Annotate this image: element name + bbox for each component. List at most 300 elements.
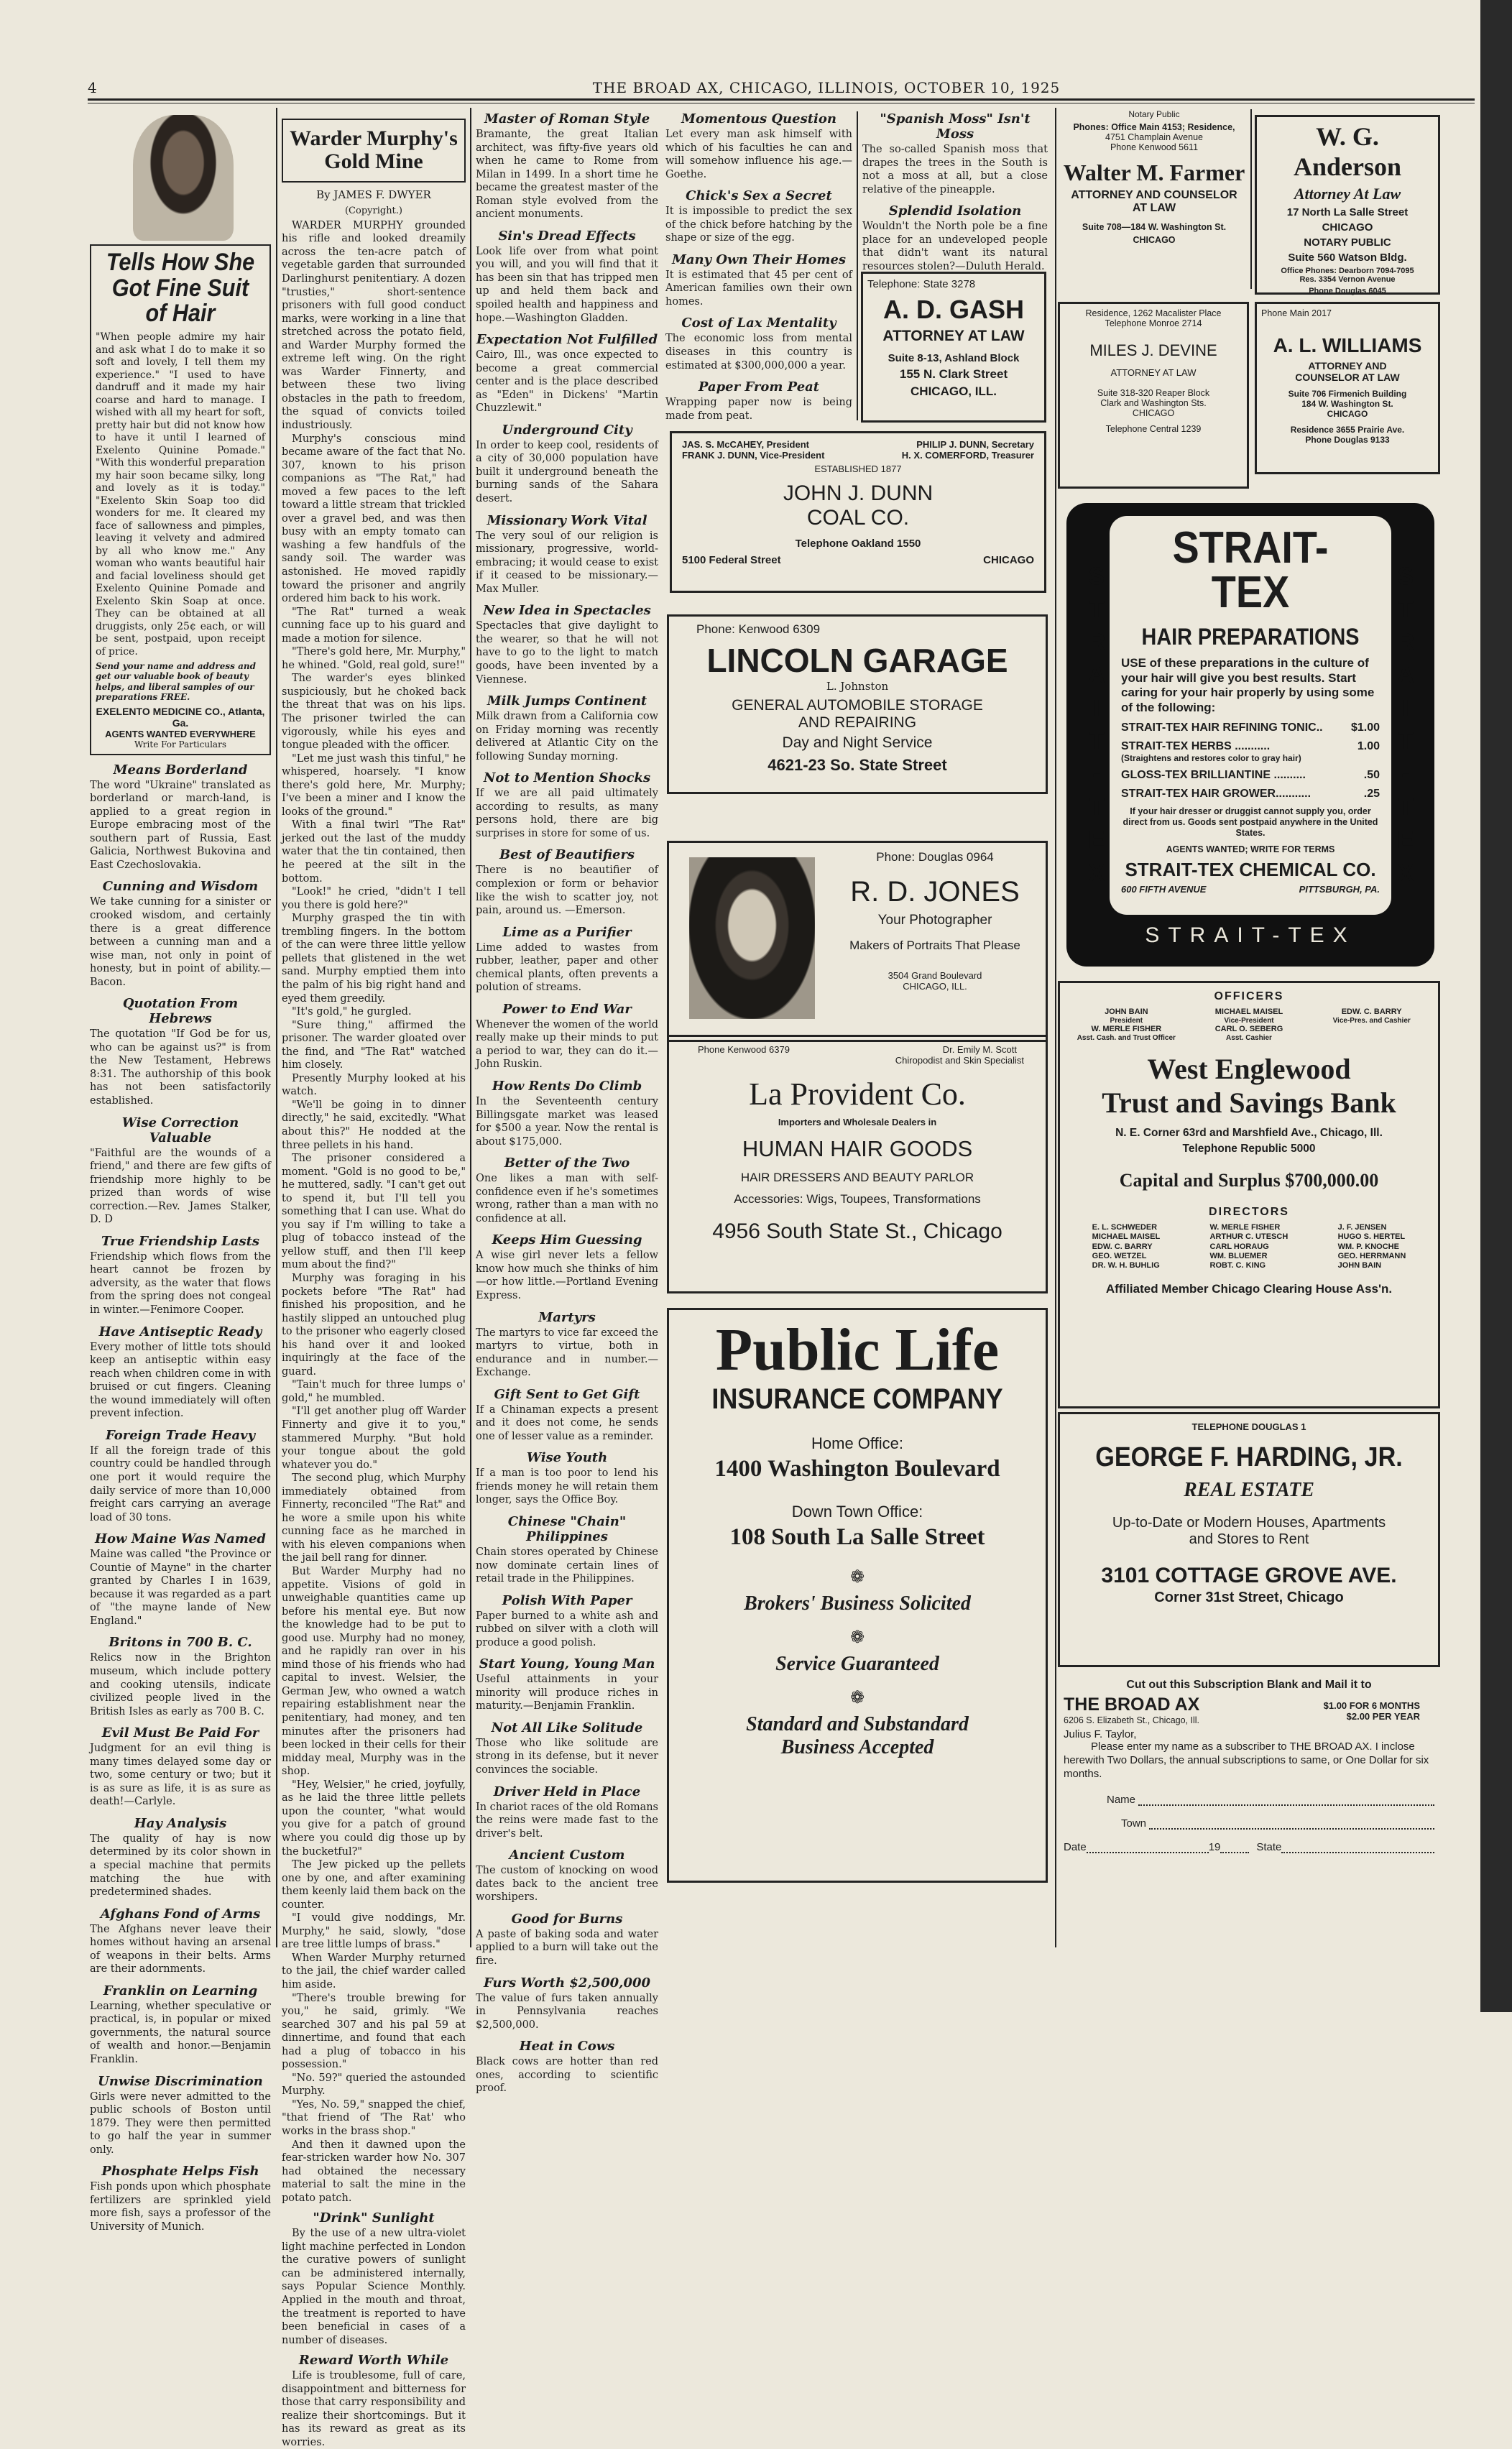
article-body: Chain stores operated by Chinese now dominate certain lines of retail trade in the Philippines. — [476, 1546, 658, 1585]
side-letter: T — [1398, 727, 1414, 755]
bank-officer — [1190, 1007, 1309, 1025]
subscription-date-line[interactable] — [1087, 1842, 1209, 1853]
article-title: Chinese "Chain" Philippines — [507, 1514, 627, 1545]
article-title: Franklin on Learning — [103, 1983, 258, 1998]
article-body: There is no beautifier of complexion or form or behavior like the wish to scatter joy, not pain, around us. —Emerson. — [476, 864, 658, 917]
sub-title: "Drink" Sunlight — [313, 2210, 435, 2226]
man-portrait — [689, 857, 815, 1019]
publiclife-name: Public Life — [715, 1316, 1000, 1383]
subscription-name-label: Name — [1107, 1794, 1136, 1807]
director-name: JOHN BAIN — [1337, 1261, 1382, 1270]
article-body: Fish ponds upon which phosphate fertilizers are sprinkled yield more fish, says a professor of the University of Munich. — [90, 2181, 271, 2233]
side-letter: S — [1397, 563, 1414, 590]
anderson-name: W. G. Anderson — [1293, 122, 1402, 181]
serial-paragraph: "Sure thing," affirmed the prisoner. The warder gloated over the find, and "The Rat" watched him closely. — [282, 1019, 466, 1071]
dunn-phone: Telephone Oakland 1550 — [795, 538, 921, 550]
article — [476, 1656, 658, 1713]
director-name: ARTHUR C. UTESCH — [1209, 1232, 1289, 1242]
public-life-ad — [667, 1308, 1048, 1883]
strait-tex-agents: AGENTS WANTED; WRITE FOR TERMS — [1166, 844, 1335, 854]
williams-title2: COUNSELOR AT LAW — [1295, 372, 1400, 383]
anderson-office: Office Phones: Dearborn 7094-7095 — [1281, 267, 1414, 275]
strait-tex-intro: USE of these preparations in the culture of your hair will give you best results. Start caring for your hair properly by using some of the following: — [1121, 656, 1375, 715]
article — [476, 1387, 658, 1444]
exelento-note: Send your name and address and get our valuable book of beauty helps, and liberal samples of our preparations FREE. — [96, 661, 256, 703]
article-body: If a man is too poor to lend his friends money he will retain them longer, says the Office Boy. — [476, 1467, 658, 1506]
article — [476, 693, 658, 763]
article — [476, 770, 658, 840]
subscription-state-label: State — [1256, 1841, 1282, 1854]
article — [476, 1310, 658, 1380]
subscription-town-line[interactable] — [1149, 1818, 1434, 1830]
side-letter: T — [1398, 595, 1414, 623]
bank-directors-label: DIRECTORS — [1209, 1206, 1289, 1219]
dunn-president: JAS. S. McCAHEY, President — [682, 439, 809, 450]
dunn-address: 5100 Federal Street — [682, 554, 781, 566]
provident-goods: HUMAN HAIR GOODS — [742, 1136, 973, 1161]
article-body: Girls were never admitted to the public schools of Boston until 1879. They were then permitted to go half the year in summer only. — [90, 2090, 271, 2156]
herbs-note: (Straightens and restores color to gray hair) — [1121, 752, 1301, 763]
officer-title: Asst. Cashier — [1226, 1033, 1272, 1042]
anderson-phone: Phone Douglas 6045 — [1309, 287, 1386, 295]
devine-ad — [1058, 302, 1249, 489]
article-body: The martyrs to vice far exceed the martyrs to virtue, both in endurance and in number.—Exchange. — [476, 1327, 658, 1379]
bank-address: N. E. Corner 63rd and Marshfield Ave., Chicago, Ill. — [1115, 1127, 1383, 1140]
serial-paragraph: "Yes, No. 59," snapped the chief, "that friend of 'The Rat' who works in the brass shop." — [282, 2098, 466, 2137]
article — [90, 879, 271, 989]
director-name: J. F. JENSEN — [1337, 1223, 1387, 1232]
article-title: How Rents Do Climb — [492, 1078, 642, 1094]
article — [476, 332, 658, 415]
bank-officer — [1067, 1007, 1186, 1025]
serial-paragraph: The warder's eyes blinked suspiciously, but he choked back the threat that was on his lips. The prisoner twirled the can vigorously, while his eyes and tongue pleaded with the officer. — [282, 673, 466, 752]
article-body: Let every man ask himself with which of his faculties he can and will somehow influence his age.—Goethe. — [665, 129, 852, 180]
devine-central: Telephone Central 1239 — [1105, 424, 1202, 434]
anderson-ad — [1255, 115, 1440, 295]
bank-officer — [1312, 1007, 1431, 1025]
article-body: We take cunning for a sinister or crooked wisdom, and certainly there is a great difference between a cunning man and a wise man, not only in point of honesty, but in point of ability.—Bacon. — [90, 896, 271, 988]
article-body: The Afghans never leave their homes without having an arsenal of weapons in their belts. Arms are their adornments. — [90, 1923, 271, 1975]
gash-title: ATTORNEY AT LAW — [882, 328, 1025, 344]
officer-name: W. MERLE FISHER — [1091, 1025, 1162, 1034]
article-title: Quotation From Hebrews — [122, 996, 239, 1027]
side-letter: A — [1087, 661, 1106, 689]
article-body: The very soul of our religion is missionary, progressive, world-embracing; it would cease to exist if it ceased to be missionary.—Max Muller. — [476, 530, 658, 595]
farmer-home: 4751 Champlain Avenue — [1105, 132, 1203, 142]
harding-title: REAL ESTATE — [1184, 1479, 1314, 1501]
product-name: STRAIT-TEX HAIR GROWER........... — [1121, 787, 1312, 800]
side-letter: T — [1089, 595, 1105, 623]
masthead: THE BROAD AX, CHICAGO, ILLINOIS, OCTOBER 10, 1925 — [592, 79, 1061, 96]
subscription-cut: Cut out this Subscription Blank and Mail it to — [1126, 1679, 1372, 1691]
farmer-city: CHICAGO — [1133, 235, 1176, 245]
serial-paragraph: "The Rat" turned a weak cunning face up to his guard and made a motion for silence. — [282, 606, 466, 645]
gash-ad — [861, 272, 1046, 423]
article-title: Sin's Dread Effects — [498, 228, 636, 244]
woman-portrait — [133, 115, 234, 241]
sub-body: By the use of a new ultra-violet light machine perfected in London the curative powers of sunlight can be administered internally, says Popular Science Monthly. Applied in the mouth and throat, the treatment is reported to have been beneficial in cases of a number of diseases. — [282, 2228, 466, 2346]
serial-byline: By JAMES F. DWYER — [316, 188, 431, 201]
article — [90, 2074, 271, 2157]
publiclife-slogan4: Business Accepted — [780, 1736, 934, 1758]
gash-name: A. D. GASH — [882, 295, 1024, 324]
column-rule — [276, 108, 277, 1947]
serial-paragraph: With a final twirl "The Rat" jerked out the last of the muddy water that the tin contained, then he peered at the silt in the bottom. — [282, 819, 466, 885]
provident-name: La Provident Co. — [749, 1076, 966, 1112]
article-title: Foreign Trade Heavy — [105, 1427, 256, 1443]
exelento-title: Tells How She Got Fine Suit of Hair — [106, 249, 255, 328]
devine-title: ATTORNEY AT LAW — [1110, 367, 1197, 378]
article-title: Lime as a Purifier — [502, 924, 632, 940]
serial-paragraph: "I vould give noddings, Mr. Murphy," he said, slowly, "dose are tree little lumps of brass." — [282, 1912, 466, 1951]
article-title: Start Young, Young Man — [479, 1656, 655, 1672]
harding-phone: TELEPHONE DOUGLAS 1 — [1191, 1421, 1306, 1432]
article-title: Better of the Two — [504, 1156, 630, 1171]
farmer-kenwood: Phone Kenwood 5611 — [1110, 142, 1199, 152]
serial-paragraph: "There's trouble brewing for you," he said, grimly. "We searched 307 and his pal 59 at dinnertime, and found that each had a plug of tobacco in his possession." — [282, 1992, 466, 2071]
subscription-address: 6206 S. Elizabeth St., Chicago, Ill. — [1064, 1715, 1199, 1725]
exelento-ad — [90, 244, 271, 755]
ornament-icon: ❁ — [849, 1627, 865, 1647]
product-name: GLOSS-TEX BRILLIANTINE .......... — [1121, 768, 1306, 781]
director-column — [1338, 1223, 1406, 1270]
article-body: The quality of hay is now determined by its color shown in a special machine that permits matching the hue with predetermined shades. — [90, 1832, 271, 1899]
scanner-edge — [1480, 0, 1512, 2012]
article-title: Not to Mention Shocks — [483, 770, 651, 786]
article-body: One likes a man with self-confidence even if he's sometimes wrong, rather than a man with no confidence at all. — [476, 1173, 658, 1224]
article-body: Black cows are hotter than red ones, according to scientific proof. — [476, 2056, 658, 2095]
article — [665, 111, 852, 181]
strait-tex-brand: STRAIT-TEX — [1172, 523, 1329, 617]
column-rule — [1055, 108, 1056, 1947]
article — [476, 111, 658, 221]
provident-ad — [667, 1035, 1048, 1293]
article — [90, 1428, 271, 1524]
jones-phone: Phone: Douglas 0964 — [876, 850, 994, 864]
article-body: A paste of baking soda and water applied to a burn will take out the fire. — [476, 1928, 658, 1967]
williams-street: 184 W. Washington St. — [1301, 399, 1393, 409]
director-name: E. L. SCHWEDER — [1092, 1223, 1158, 1232]
side-letter: R — [1396, 628, 1415, 656]
officer-name: MICHAEL MAISEL — [1214, 1007, 1283, 1016]
farmer-label: Notary Public — [1128, 109, 1180, 119]
serial-paragraph: Murphy's conscious mind became aware of the fact that No. 307, known to his prison companions as "The Rat," had moved a few paces to the left toward a little stream that trickled over a gravel bed, and was then busy with an empty tomato can washing a few handfuls of the sandy soil. The warder was astonished. He moved rapidly toward the prisoner and angrily ordered him back to his work. — [282, 433, 466, 605]
article — [476, 1450, 658, 1507]
serial-paragraph: And then it dawned upon the fear-stricken warder how No. 307 had obtained the necessary material to salt the mine in the potato patch. — [282, 2139, 466, 2204]
jones-address: 3504 Grand Boulevard — [888, 970, 982, 981]
williams-suite: Suite 706 Firmenich Building — [1288, 389, 1407, 399]
publiclife-slogan3: Standard and Substandard — [746, 1713, 969, 1735]
serial-paragraph: "It's gold," he gurgled. — [292, 1006, 412, 1018]
article-body: Bramante, the great Italian architect, was fifty-five years old when he came to Rome from Milan in 1499. In a short time he became the greatest master of the Roman style evolved from the ancient monuments. — [476, 129, 658, 221]
article-body: The quotation "If God be for us, who can be against us?" is from the New Testament, Hebrews 8:31. The authorship of this book has not been satisfactorily established. — [90, 1028, 271, 1107]
article — [862, 111, 1048, 196]
farmer-ad — [1058, 109, 1252, 289]
serial-paragraph: "Tain't much for three lumps o' gold," he mumbled. — [282, 1379, 466, 1404]
side-letter: R — [1087, 628, 1106, 656]
article-body: Milk drawn from a California cow on Friday morning was recently delivered at Atlantic City on the following Sunday morning. — [476, 711, 658, 762]
director-name: DR. W. H. BUHLIG — [1092, 1261, 1160, 1270]
strait-tex-heading: HAIR PREPARATIONS — [1141, 624, 1360, 650]
williams-title: ATTORNEY AND — [1308, 360, 1387, 372]
officer-title: Asst. Cash. and Trust Officer — [1077, 1033, 1176, 1042]
serial-paragraph: "No. 59?" queried the astounded Murphy. — [282, 2072, 466, 2098]
subscription-body: Please enter my name as a subscriber to THE BROAD AX. I inclose herewith Two Dollars, the annual subscriptions to same, or One Dollar for six months. — [1064, 1740, 1429, 1780]
side-letter: - — [1401, 760, 1410, 788]
anderson-city: CHICAGO — [1322, 221, 1373, 234]
bank-officers-label: OFFICERS — [1214, 990, 1284, 1002]
article-title: Heat in Cows — [519, 2039, 615, 2054]
article — [476, 1514, 658, 1586]
side-letter: E — [1397, 826, 1414, 854]
devine-name: MILES J. DEVINE — [1089, 341, 1217, 359]
article-title: Furs Worth $2,500,000 — [483, 1975, 651, 1991]
provident-accessories: Accessories: Wigs, Toupees, Transformations — [734, 1192, 981, 1206]
article-body: Wrapping paper now is being made from peat. — [665, 397, 852, 422]
devine-suite: Suite 318-320 Reaper Block — [1097, 388, 1210, 398]
dunn-secretary: PHILIP J. DUNN, Secretary — [916, 439, 1034, 450]
article-title: Good for Burns — [511, 1911, 623, 1927]
serial-body — [282, 219, 466, 2205]
product-row — [1121, 740, 1380, 753]
subscription-year-line[interactable] — [1220, 1842, 1249, 1853]
provident-doctor-title: Chiropodist and Skin Specialist — [895, 1055, 1024, 1066]
side-letter: I — [1093, 694, 1100, 722]
article-body: Learning, whether speculative or practical, is, in popular or mixed governments, the natural source of wealth and honor.—Benjamin Franklin. — [90, 2000, 271, 2065]
article-title: How Maine Was Named — [95, 1531, 266, 1547]
bank-name2: Trust and Savings Bank — [1102, 1087, 1396, 1120]
article-body: It is estimated that 45 per cent of American families own their own homes. — [665, 269, 852, 308]
officer-title: President — [1110, 1016, 1143, 1025]
serial-paragraph: "I'll get another plug off Warder Finnerty and give it to you," stammered Murphy. "But hold your tongue about the gold whatever you do." — [282, 1406, 466, 1471]
provident-sub: Importers and Wholesale Dealers in — [778, 1117, 937, 1127]
officer-name: EDW. C. BARRY — [1341, 1007, 1402, 1016]
article-title: Missionary Work Vital — [487, 512, 647, 528]
article-title: Britons in 700 B. C. — [109, 1635, 252, 1651]
serial-paragraph: Murphy was foraging in his pockets before "The Rat" had finished his proposition, and he hastily slipped an untouched plug to the prisoner who eagerly closed his hand over it and looked inquiringly at the face of the guard. — [282, 1272, 466, 1378]
dunn-treasurer: H. X. COMERFORD, Treasurer — [901, 450, 1034, 461]
article-body: Wouldn't the North pole be a fine place for an undeveloped people that didn't want its natural resources stolen?—Duluth Herald. — [862, 221, 1048, 272]
article-body: Whenever the women of the world really make up their minds to put a period to war, they can do it.—John Ruskin. — [476, 1018, 658, 1071]
article-title: Chick's Sex a Secret — [686, 188, 832, 204]
article — [476, 423, 658, 506]
lincoln-line1: GENERAL AUTOMOBILE STORAGE — [732, 697, 983, 714]
article-title: Wise Youth — [526, 1450, 608, 1466]
jones-name: R. D. JONES — [850, 876, 1020, 908]
article-body: Every mother of little tots should keep an antiseptic within easy reach when children come in with bruised or cut fingers. Cleaning the wound immediately will often prevent infection. — [90, 1341, 271, 1420]
side-letter: T — [1089, 793, 1105, 821]
article — [90, 1234, 271, 1317]
page-number: 4 — [88, 79, 97, 96]
article-body: The so-called Spanish moss that drapes the trees in the South is not a moss at all, but a close relative of the pineapple. — [862, 144, 1048, 195]
subscription-blank — [1058, 1674, 1440, 1890]
side-letter: S — [1088, 563, 1105, 590]
article — [665, 379, 852, 423]
side-letter: T — [1398, 793, 1414, 821]
gash-suite: Suite 8-13, Ashland Block — [888, 352, 1020, 364]
article-title: Driver Held in Place — [493, 1784, 641, 1799]
article — [476, 1232, 658, 1302]
article-body: The value of furs taken annually in Pennsylvania reaches $2,500,000. — [476, 1992, 658, 2031]
article-title: Martyrs — [538, 1309, 596, 1325]
gash-street: 155 N. Clark Street — [899, 367, 1008, 381]
column-rule — [857, 111, 858, 420]
masthead-rule — [88, 98, 1475, 101]
serial-paragraph: "Let me just wash this tinful," he whispered, hoarsely. "I know there's gold here, Mr. Murphy; I've been a miner and I know the looks of the ground." — [282, 752, 466, 818]
gash-phone: Telephone: State 3278 — [867, 278, 976, 290]
article — [476, 603, 658, 686]
anderson-notary: NOTARY PUBLIC — [1304, 236, 1391, 249]
dunn-name2: COAL CO. — [806, 506, 910, 530]
bank-member: Affiliated Member Chicago Clearing House Ass'n. — [1105, 1282, 1393, 1296]
bank-directors — [1067, 1223, 1431, 1270]
director-name: GEO. HERRMANN — [1337, 1251, 1406, 1260]
lincoln-line2: AND REPAIRING — [798, 714, 917, 731]
harding-corner: Corner 31st Street, Chicago — [1154, 1590, 1344, 1605]
subscription-date-label: Date — [1064, 1841, 1087, 1854]
article-title: Phosphate Helps Fish — [101, 2164, 259, 2180]
product-price: 1.00 — [1357, 739, 1380, 752]
serial-paragraph: "Look!" he cried, "didn't I tell you there is gold here?" — [282, 886, 466, 911]
farmer-name: Walter M. Farmer — [1063, 160, 1245, 185]
article — [476, 1002, 658, 1071]
publiclife-slogan2: Service Guaranteed — [775, 1653, 939, 1675]
product-row — [1121, 769, 1380, 782]
product-row — [1121, 788, 1380, 801]
article — [476, 1156, 658, 1225]
subscription-price2: $2.00 PER YEAR — [1346, 1711, 1420, 1722]
article-title: Splendid Isolation — [888, 203, 1022, 219]
article-body: Lime added to wastes from rubber, leather, paper and other chemical plants, often prevents a polution of streams. — [476, 941, 658, 994]
serial-paragraph: "We'll be going in to dinner directly," he said, excitedly. "What about this?" He nodded at the three pellets in his hand. — [282, 1099, 466, 1151]
officer-title: Vice-President — [1224, 1016, 1274, 1025]
article-body: In chariot races of the old Romans the reins were made fast to the driver's belt. — [476, 1801, 658, 1840]
jones-title: Your Photographer — [877, 913, 992, 928]
article-body: In the Seventeenth century Billingsgate market was leased for $500 a year. Now the rental is about $175,000. — [476, 1095, 658, 1148]
exelento-agents: AGENTS WANTED EVERYWHERE — [105, 728, 256, 739]
williams-ad — [1255, 302, 1440, 474]
article — [90, 1531, 271, 1628]
devine-corner: Clark and Washington Sts. — [1100, 398, 1207, 408]
article-body: The word "Ukraine" translated as borderland or march-land, is applied to a great region in Europe embracing most of the southern part of Russia, East Galicia, Northwest Bukovina and East Czechoslovakia. — [90, 779, 271, 871]
article — [665, 252, 852, 309]
side-letter: A — [1396, 661, 1415, 689]
jones-tagline: Makers of Portraits That Please — [849, 938, 1020, 952]
anderson-residence: Res. 3354 Vernon Avenue — [1299, 275, 1396, 284]
harding-line2: and Stores to Rent — [1189, 1531, 1309, 1547]
ornament-icon: ❁ — [849, 1567, 865, 1587]
article-title: New Idea in Spectacles — [483, 603, 651, 619]
product-price: .25 — [1363, 787, 1380, 800]
article — [476, 1720, 658, 1777]
lincoln-garage-ad — [667, 614, 1048, 794]
serial-paragraph: "Hey, Welsier," he cried, joyfully, as he laid the three little pellets upon the counter, "what would you give for a patch of ground where you could dig those up by the bucketful?" — [282, 1779, 466, 1858]
article-body: If all the foreign trade of this country could be handled through one port it would require the daily service of more than 10,000 freight cars carrying an average load of 30 tons. — [90, 1444, 271, 1523]
exelento-body: "When people admire my hair and ask what I do to make it so soft and lovely, I tell them my experience." "I used to have dandruff and it made my hair coarse and hard to manage. I wished with all my heart for soft, pretty hair but did not know how to have it until I learned of Exelento Quinine Pomade." "With this wonderful preparation my hair soon became silky, long and lovely as it is today." "Exelento Skin Soap too did wonders for me. It cleared my face of sallowness and pimples, leaving it velvety and admired by all who know me." Any woman who wants beautiful hair and facial loveliness should get Exelento Quinine Pomade and Exelento Skin Soap at once. They can be obtained at all druggists, only 25¢ each, or will be sent, postpaid, upon receipt of price. — [96, 331, 265, 658]
williams-city: CHICAGO — [1327, 409, 1368, 419]
article-body: If we are all paid ultimately according to results, as many persons hold, there are big surprises in store for some of us. — [476, 788, 658, 839]
article — [862, 203, 1048, 273]
harding-line1: Up-to-Date or Modern Houses, Apartments — [1112, 1515, 1386, 1531]
director-name: HUGO S. HERTEL — [1337, 1232, 1406, 1242]
farmer-title2: AT LAW — [1132, 202, 1176, 214]
article — [90, 1324, 271, 1421]
article-title: Means Borderland — [113, 762, 248, 778]
subscription-to: Julius F. Taylor, — [1064, 1728, 1137, 1740]
devine-residence: Residence, 1262 Macalister Place — [1085, 308, 1222, 318]
article-body: Look life over from what point you will, and you will find that it has been sin that has tripped men up and held them back and spoiled health and happiness and hope.—Washington Gladden. — [476, 245, 658, 324]
exelento-write: Write For Particulars — [134, 739, 226, 750]
article — [476, 1784, 658, 1841]
officer-title: Vice-Pres. and Cashier — [1332, 1016, 1411, 1025]
williams-residence: Residence 3655 Prairie Ave. — [1290, 425, 1405, 435]
serial-paragraph: But Warder Murphy had no appetite. Visions of gold in unweighable quantities came up before his mental eye. But now the knowledge had to be put to good use. Murphy had no money, and he rapidly ran over in his mind those of his friends who had capital to invest. Welsier, the German Jew, who owned a watch repairing establishment near the penitentiary, had money, and ten minutes after the prisoners had been locked in their cells for their midday meal, Murphy was in the shop. — [282, 1566, 466, 1778]
publiclife-home-label: Home Office: — [811, 1434, 903, 1452]
lincoln-name: LINCOLN GARAGE — [706, 642, 1008, 679]
article — [476, 925, 658, 995]
publiclife-down-label: Down Town Office: — [791, 1503, 923, 1521]
article-title: Power to End War — [502, 1001, 632, 1017]
strait-tex-panel — [1110, 516, 1391, 915]
strait-tex-note: If your hair dresser or druggist cannot supply you, order direct from us. Goods sent postpaid anywhere in the United States. — [1123, 806, 1378, 838]
subscription-town-label: Town — [1121, 1817, 1147, 1830]
strait-tex-side-left — [1082, 561, 1111, 890]
director-name: MICHAEL MAISEL — [1092, 1232, 1161, 1242]
bank-officer — [1067, 1025, 1186, 1042]
director-name: GEO. WETZEL — [1092, 1251, 1147, 1260]
serial-paragraph: The prisoner considered a moment. "Gold is no good to be," he muttered, sadly. "I can't get out to spend it, but I'll tell you something that I can use. What do you say if I'm willing to take a plug of tobacco instead of the yellow stuff, and then I'll keep mum about the find?" — [282, 1153, 466, 1271]
article — [476, 2039, 658, 2095]
article — [665, 188, 852, 245]
column-rule — [470, 108, 471, 1947]
serial-paragraph: "There's gold here, Mr. Murphy," he whined. "Gold, real gold, sure!" — [282, 646, 466, 671]
serial-paragraph: Murphy grasped the tin with trembling fingers. In the bottom of the can were three little yellow pellets that glistened in the wet sand. Murphy emptied them into the palm of his big right hand and eyed them greedily. — [282, 913, 466, 1005]
publiclife-slogan1: Brokers' Business Solicited — [744, 1592, 971, 1615]
sub-body: Life is troublesome, full of care, disappointment and bitterness for those that carry responsibility and realize their shortcomings. But it has its reward as great as its worries. — [282, 2370, 466, 2448]
column-4 — [665, 111, 852, 420]
serial-copyright: (Copyright.) — [344, 205, 402, 216]
director-name: EDW. C. BARRY — [1092, 1242, 1153, 1251]
officer-name: CARL O. SEBERG — [1214, 1025, 1283, 1034]
director-name: W. MERLE FISHER — [1209, 1223, 1281, 1232]
product-name: STRAIT-TEX HERBS ........... — [1121, 739, 1271, 752]
article-title: Cunning and Wisdom — [102, 879, 259, 895]
subscription-state-line[interactable] — [1281, 1842, 1434, 1853]
subscription-name-line[interactable] — [1138, 1794, 1434, 1806]
article-body: Friendship which flows from the heart cannot be frozen by adversity, as the water that flows from the spring does not congeal in winter.—Fenimore Cooper. — [90, 1250, 271, 1316]
gash-city: CHICAGO, ILL. — [911, 384, 997, 398]
jones-city: CHICAGO, ILL. — [903, 981, 967, 992]
bank-officers — [1067, 1007, 1431, 1042]
article-body: Cairo, Ill., was once expected to become a great commercial center and is the place described as "Eden" in Dickens' "Martin Chuzzlewit." — [476, 349, 658, 415]
product-price: $1.00 — [1350, 721, 1380, 734]
director-name: CARL HORAUG — [1209, 1242, 1269, 1251]
provident-address: 4956 South State St., Chicago — [712, 1219, 1002, 1243]
director-column — [1092, 1223, 1161, 1270]
bank-ad — [1058, 981, 1440, 1408]
article — [90, 1906, 271, 1976]
side-letter: E — [1088, 826, 1105, 854]
article-title: Cost of Lax Mentality — [681, 315, 836, 331]
serial-paragraph: WARDER MURPHY grounded his rifle and looked dreamily across the ten-acre patch of vegetable garden that surrounded Darlinghurst penitentiary. A dozen "trusties," short-sentence prisoners with full good conduct marks, were working in a line that stretched across the potato field, and Warder Murphy formed the extreme left wing. On the right was Warder Finnerty, and between these two living obstacles in the path to freedom, the squad of convicts toiled industriously. — [282, 219, 466, 431]
article-body: Paper burned to a white ash and rubbed on silver with a cloth will produce a good polish. — [476, 1610, 658, 1648]
officer-name: JOHN BAIN — [1105, 1007, 1148, 1016]
lincoln-owner: L. Johnston — [826, 680, 889, 693]
anderson-address: 17 North La Salle Street — [1286, 206, 1409, 218]
devine-city: CHICAGO — [1132, 408, 1175, 418]
williams-name: A. L. WILLIAMS — [1273, 334, 1422, 356]
article-title: Underground City — [502, 422, 632, 438]
